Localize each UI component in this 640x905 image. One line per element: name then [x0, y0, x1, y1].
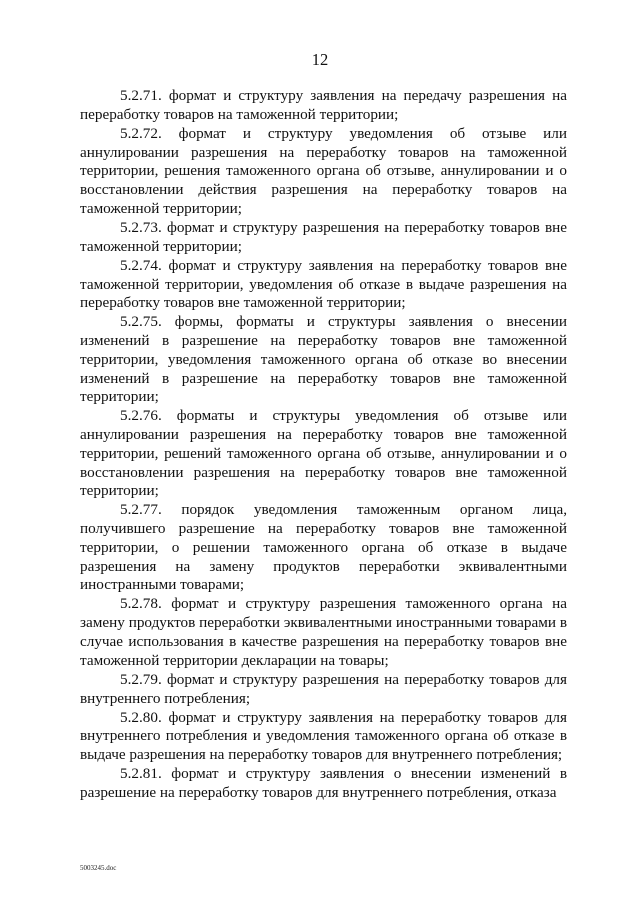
paragraph-5-2-79: 5.2.79. формат и структуру разрешения на переработку товаров для внутреннего потребления; [80, 670, 567, 707]
paragraph-5-2-75: 5.2.75. формы, форматы и структуры заявления о внесении изменений в разрешение на переработку товаров вне таможенной территории, уведомления таможенного органа об отказе во внесении изменений в разрешение на переработку товаров вне таможенной территории; [80, 313, 567, 406]
paragraph-5-2-76: 5.2.76. форматы и структуры уведомления об отзыве или аннулировании разрешения на переработку товаров вне таможенной территории, решений таможенного органа об отзыве, аннулировании и о восстановлении разрешения на переработку товаров вне таможенной территории; [80, 407, 567, 500]
page-number: 12 [311, 50, 329, 69]
paragraph-5-2-78: 5.2.78. формат и структуру разрешения таможенного органа на замену продуктов переработки эквивалентными иностранными товарами в случае использования в качестве разрешения на переработку товаров вне таможенной территории декларации на товары; [80, 595, 567, 669]
paragraph-5-2-74: 5.2.74. формат и структуру заявления на переработку товаров вне таможенной территории, уведомления об отказе в выдаче разрешения на переработку товаров вне таможенной территории; [80, 256, 567, 312]
document-body [80, 87, 567, 803]
footer-filename: 5003245.doc [80, 864, 117, 872]
paragraph-5-2-77: 5.2.77. порядок уведомления таможенным органом лица, получившего разрешение на переработку товаров вне таможенной территории, о решении таможенного органа об отказе в выдаче разрешения на замену продуктов переработки эквивалентными иностранными товарами; [80, 501, 567, 594]
paragraph-5-2-73: 5.2.73. формат и структуру разрешения на переработку товаров вне таможенной территории; [80, 218, 567, 255]
paragraph-5-2-80: 5.2.80. формат и структуру заявления на переработку товаров для внутреннего потребления и уведомления таможенного органа об отказе в выдаче разрешения на переработку товаров для внутреннего потребления; [80, 708, 567, 764]
paragraph-5-2-72: 5.2.72. формат и структуру уведомления об отзыве или аннулировании разрешения на переработку товаров на таможенной территории, решения таможенного органа об отзыве, аннулировании и о восстановлении действия разрешения на переработку товаров на таможенной территории; [80, 124, 567, 217]
paragraph-5-2-81: 5.2.81. формат и структуру заявления о внесении изменений в разрешение на переработку товаров для внутреннего потребления, отказа [80, 765, 567, 802]
paragraph-5-2-71: 5.2.71. формат и структуру заявления на передачу разрешения на переработку товаров на таможенной территории; [80, 87, 567, 123]
